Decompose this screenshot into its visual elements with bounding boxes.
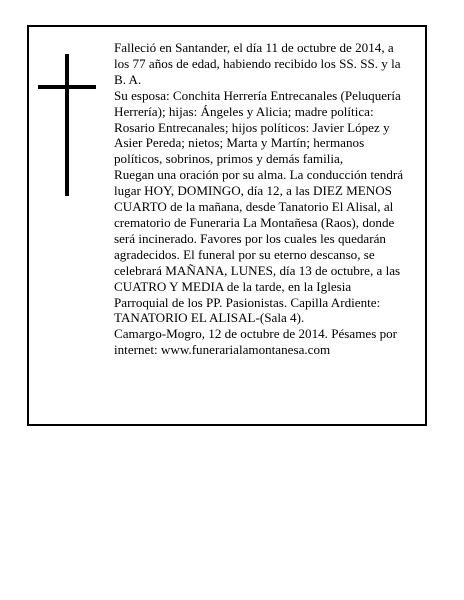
latin-cross-icon — [38, 54, 96, 196]
text-line: Asier Pereda; nietos; Marta y Martín; hermanos — [114, 135, 365, 151]
text-line: será incinerado. Favores por los cuales les quedarán — [114, 230, 386, 246]
text-line: internet: www.funerarialamontanesa.com — [114, 342, 331, 358]
text-line: Rosario Entrecanales; hijos políticos: Javier López y — [114, 119, 390, 135]
text-line: TANATORIO EL ALISAL-(Sala 4). — [114, 310, 305, 326]
text-line: lugar HOY, DOMINGO, día 12, a las DIEZ MENOS — [114, 183, 392, 199]
text-line: Parroquial de los PP. Pasionistas. Capilla Ardiente: — [114, 294, 381, 310]
text-line: los 77 años de edad, habiendo recibido los SS. SS. y la — [114, 55, 401, 71]
text-line: políticos, sobrinos, primos y demás familia, — [114, 151, 344, 167]
text-line: celebrará MAÑANA, LUNES, día 13 de octubre, a las — [114, 262, 401, 278]
cross-horizontal-bar — [38, 85, 96, 89]
cross-vertical-bar — [65, 54, 69, 196]
text-line: crematorio de Funeraria La Montañesa (Raos), donde — [114, 214, 395, 230]
text-line: Herrería); hijas: Ángeles y Alicia; madre política: — [114, 103, 374, 119]
text-line: agradecidos. El funeral por su eterno descanso, se — [114, 246, 375, 262]
text-line: CUARTO de la mañana, desde Tanatorio El Alisal, al — [114, 199, 394, 215]
text-line: Camargo-Mogro, 12 de octubre de 2014. Pésames por — [114, 326, 398, 342]
text-line: Falleció en Santander, el día 11 de octubre de 2014, a — [114, 40, 394, 55]
obituary-text — [114, 40, 414, 358]
text-line: B. A. — [114, 71, 142, 87]
text-line: Ruegan una oración por su alma. La conducción tendrá — [114, 167, 404, 183]
text-line: CUATRO Y MEDIA de la tarde, en la Iglesia — [114, 278, 352, 294]
text-line: Su esposa: Conchita Herrería Entrecanales (Peluquería — [114, 87, 401, 103]
